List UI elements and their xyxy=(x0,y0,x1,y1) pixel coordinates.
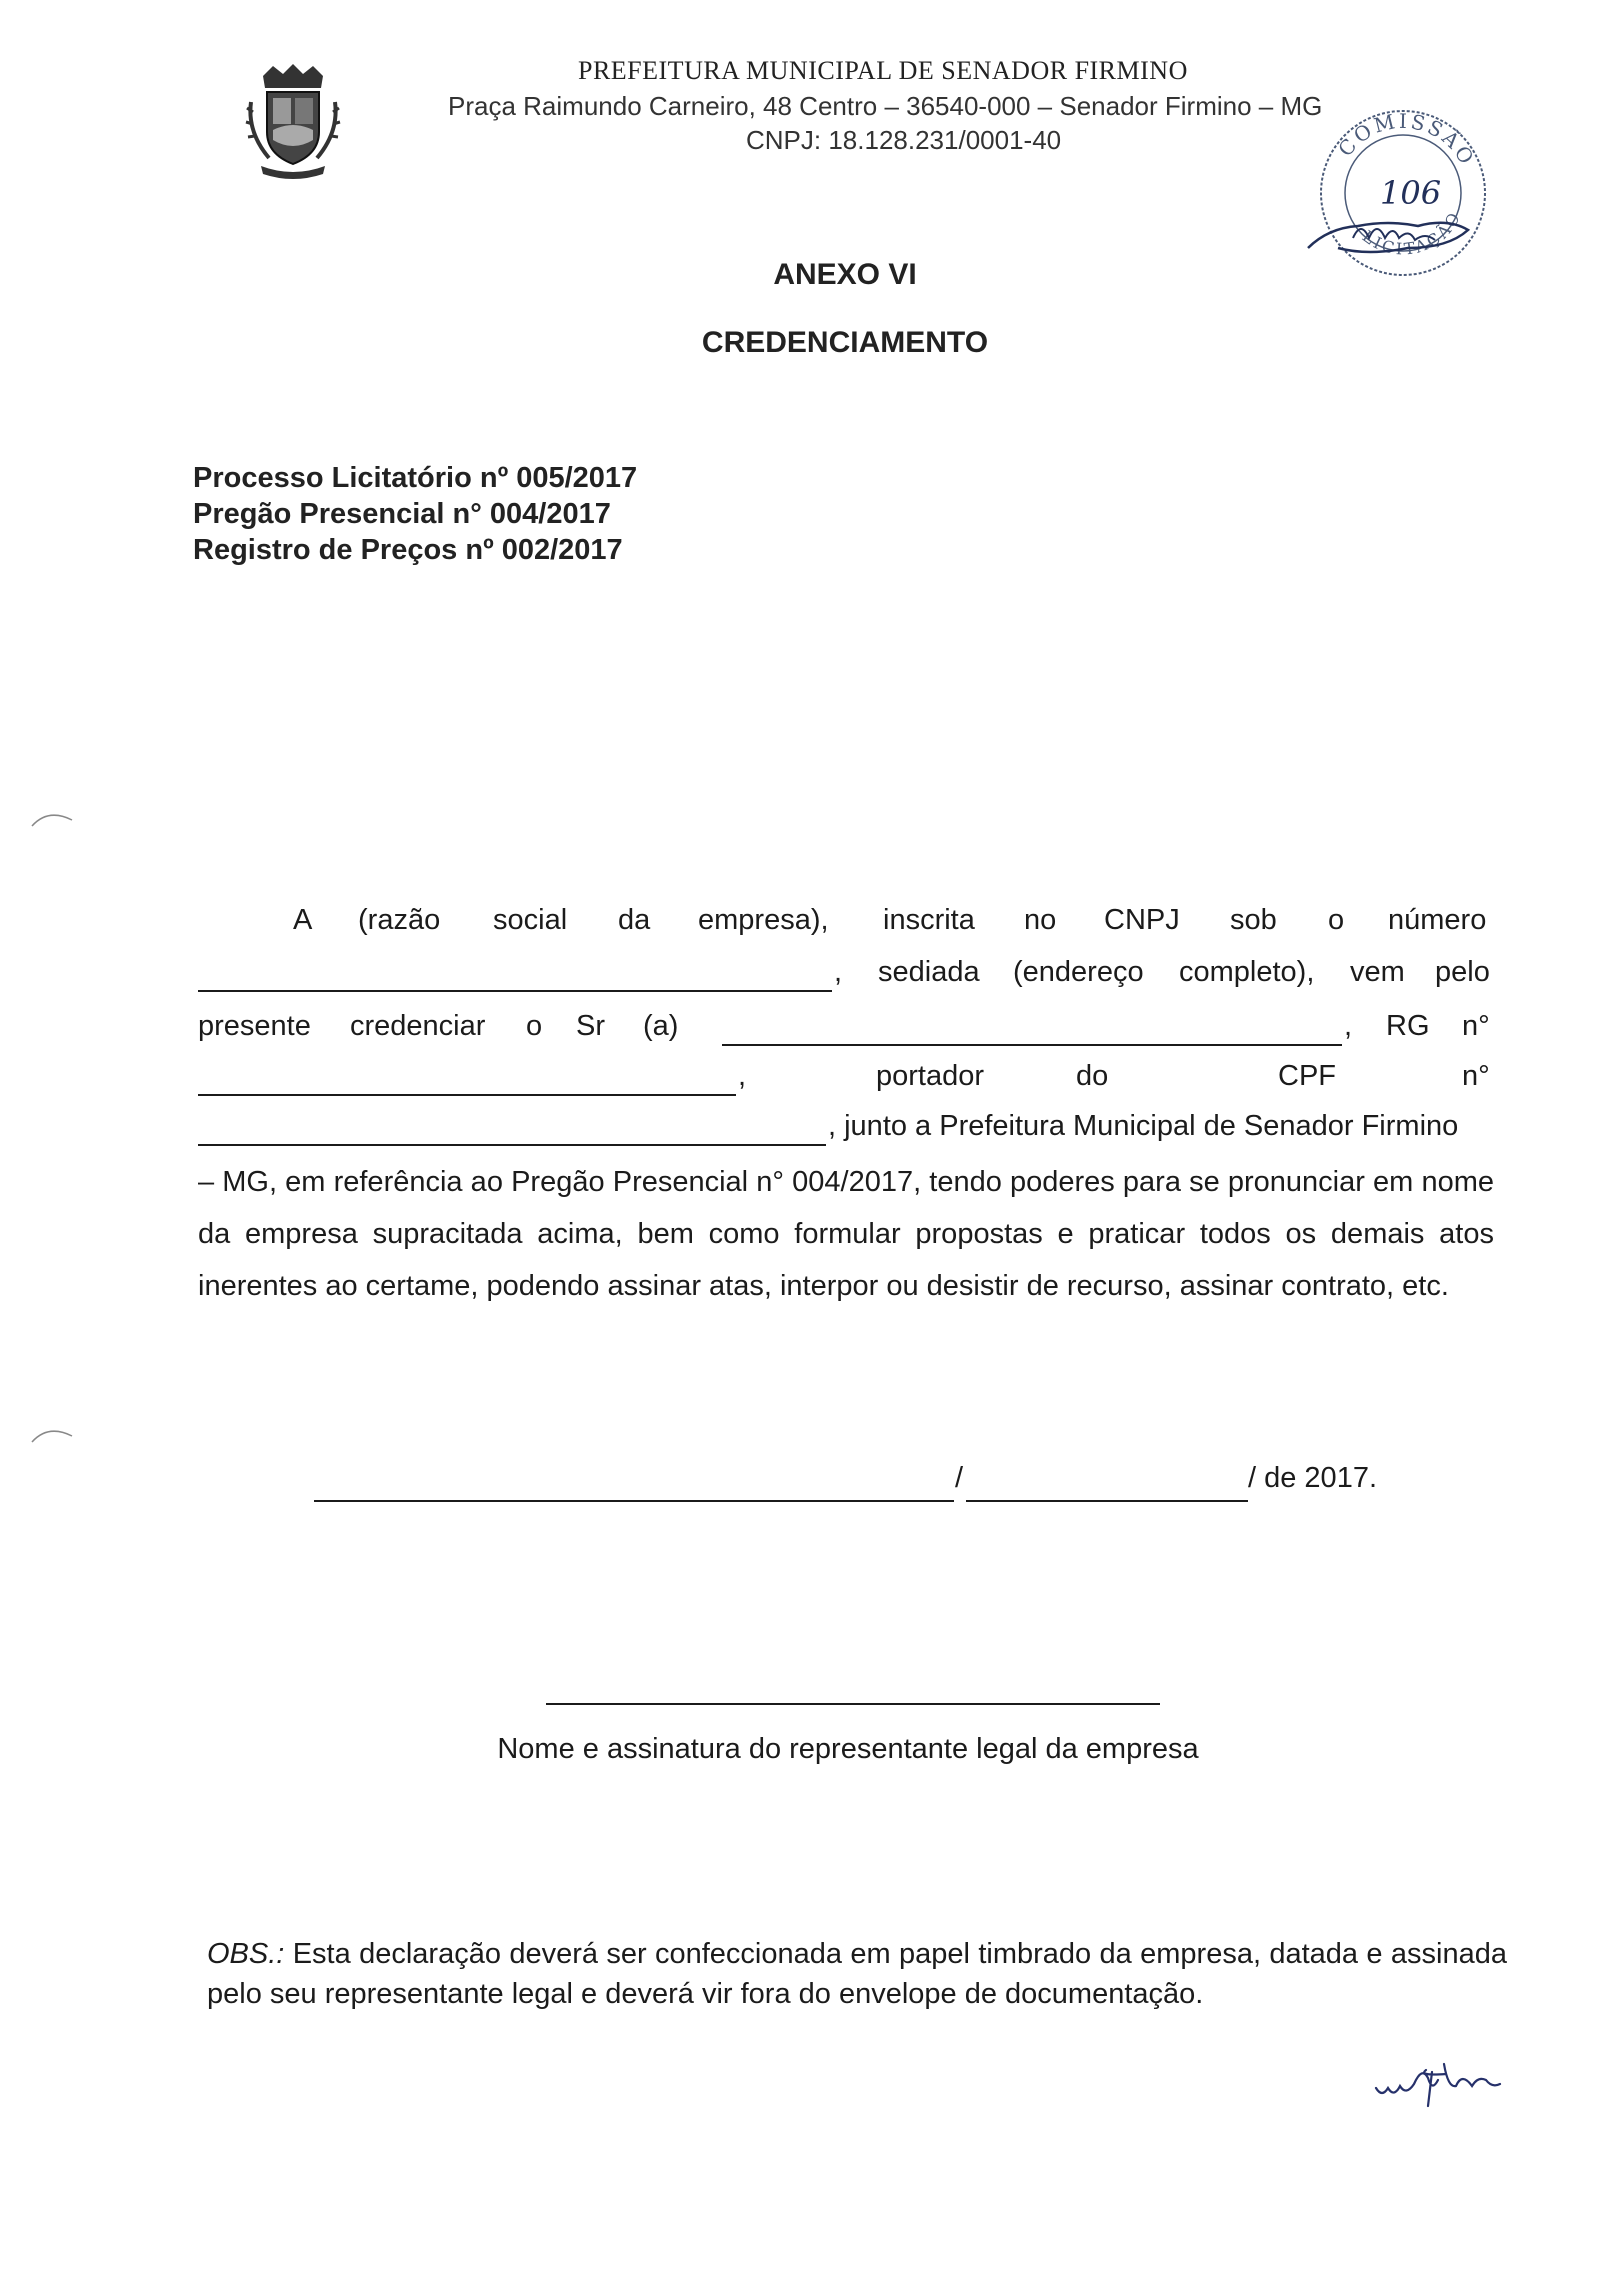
handwritten-initials xyxy=(1370,2050,1540,2110)
body-line-3: presente credenciar o Sr (a) , RG n° xyxy=(198,1010,1490,1042)
stamp-number: 106 xyxy=(1380,174,1442,212)
punch-mark xyxy=(28,802,78,832)
municipal-crest-icon xyxy=(243,62,343,182)
body-line-4: , portador do CPF n° xyxy=(738,1060,1490,1092)
day-month-blank[interactable] xyxy=(966,1500,1248,1502)
annex-label: ANEXO VI xyxy=(773,258,917,291)
date-slash-1: / xyxy=(955,1462,964,1494)
annex-title: CREDENCIAMENTO xyxy=(701,326,989,359)
date-year-suffix: de 2017. xyxy=(1256,1462,1378,1494)
body-paragraph: – MG, em referência ao Pregão Presencial n° 004/2017, tendo poderes para se pronunciar em nome da empresa supracitada acima, bem como formular propostas e praticar todos os demais atos inerentes ao certame, podendo assinar atas, interpor ou desistir de recurso, assinar contrato, etc. xyxy=(198,1166,1494,1302)
date-slash-2-group: / de 2017. xyxy=(1248,1462,1378,1494)
obs-label: OBS.: xyxy=(207,1938,285,1970)
city-blank[interactable] xyxy=(314,1500,954,1502)
obs-text: Esta declaração deverá ser confeccionada em papel timbrado da empresa, datada e assinada pelo seu representante legal e deverá vir fora do envelope de documentação. xyxy=(207,1938,1507,2010)
process-number: Processo Licitatório nº 005/2017 xyxy=(193,462,638,494)
signature-blank[interactable] xyxy=(546,1703,1160,1705)
institution-cnpj: CNPJ: 18.128.231/0001-40 xyxy=(746,125,1062,155)
stamp-top-text: COMISSÃO xyxy=(1333,108,1481,171)
body-line-1: A (razão social da empresa), inscrita no CNPJ sob o número xyxy=(293,904,1487,936)
signature-label: Nome e assinatura do representante legal da empresa xyxy=(497,1733,1199,1765)
observation-note xyxy=(207,1934,1507,2014)
stamp-bottom-text: LICITAÇÃO xyxy=(1358,207,1466,259)
institution-name: PREFEITURA MUNICIPAL DE SENADOR FIRMINO xyxy=(578,56,1188,85)
body-line-5: , junto a Prefeitura Municipal de Senador Firmino xyxy=(828,1110,1459,1142)
pregao-number: Pregão Presencial n° 004/2017 xyxy=(193,498,611,530)
body-line-2: , sediada (endereço completo), vem pelo xyxy=(834,956,1490,988)
institution-address: Praça Raimundo Carneiro, 48 Centro – 36540-000 – Senador Firmino – MG xyxy=(448,91,1323,121)
reference-block xyxy=(193,460,637,568)
punch-mark xyxy=(28,1418,78,1448)
registro-number: Registro de Preços nº 002/2017 xyxy=(193,534,623,566)
